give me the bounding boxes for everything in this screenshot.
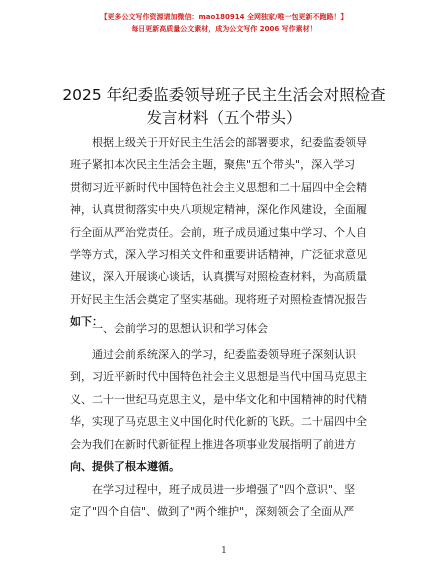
text-line: 定了"四个自信"、做到了"两个维护"，深刻领会了全面从严 xyxy=(70,505,355,519)
text-line: 开好民主生活会奠定了坚实基础。现将班子对照检查情况报告 xyxy=(70,292,367,306)
text-line: 义、二十一世纪马克思主义，是中华文化和中国精神的时代精 xyxy=(70,392,367,406)
text-line: 神，认真贯彻落实中央八项规定精神，深化作风建设，全面履 xyxy=(70,203,367,217)
intro-paragraph xyxy=(70,132,380,334)
text-line-bold: 如下： xyxy=(70,315,103,329)
text-line: 在学习过程中，班子成员进一步增强了"四个意识"、坚 xyxy=(92,483,356,496)
text-line: 会为我们在新时代新征程上推进各项事业发展指明了前进方 xyxy=(70,437,356,451)
promo-banner-line1: 【更多公文写作资源请加微信：mao180914 全网独家/唯一包更新不跑路！】 xyxy=(100,13,348,21)
text-line: 到，习近平新时代中国特色社会主义思想是当代中国马克思主 xyxy=(70,370,367,384)
text-line-bold: 向、提供了根本遵循。 xyxy=(70,459,180,473)
section-heading-1: 一、会前学习的思想认识和学习体会 xyxy=(92,322,268,335)
page-number: 1 xyxy=(221,546,227,556)
text-line: 建议，深入开展谈心谈话，认真撰写对照检查材料，为高质量 xyxy=(70,270,367,284)
text-line: 贯彻习近平新时代中国特色社会主义思想和二十届四中全会精 xyxy=(70,180,367,194)
document-title-line2: 发言材料（五个带头） xyxy=(146,109,302,127)
text-line: 华，实现了马克思主义中国化时代化新的飞跃。二十届四中全 xyxy=(70,415,367,429)
text-line: 通过会前系统深入的学习，纪委监委领导班子深刻认识 xyxy=(92,348,356,361)
text-line: 学等方式，深入学习相关文件和重要讲话精神，广泛征求意见 xyxy=(70,247,367,261)
section1-paragraph1 xyxy=(70,344,380,478)
text-line: 根据上级关于开好民主生活会的部署要求，纪委监委领导 xyxy=(92,136,367,149)
promo-banner-line2: 每日更新高质量公文素材，成为公文写作 2006 写作素材！ xyxy=(131,25,317,33)
text-line: 行全面从严治党责任。会前，班子成员通过集中学习、个人自 xyxy=(70,225,367,239)
document-title-line1: 2025 年纪委监委领导班子民主生活会对照检查 xyxy=(62,86,386,104)
section1-paragraph2 xyxy=(70,479,380,524)
text-line: 班子紧扣本次民主生活会主题，聚焦"五个带头"，深入学习 xyxy=(70,158,356,172)
